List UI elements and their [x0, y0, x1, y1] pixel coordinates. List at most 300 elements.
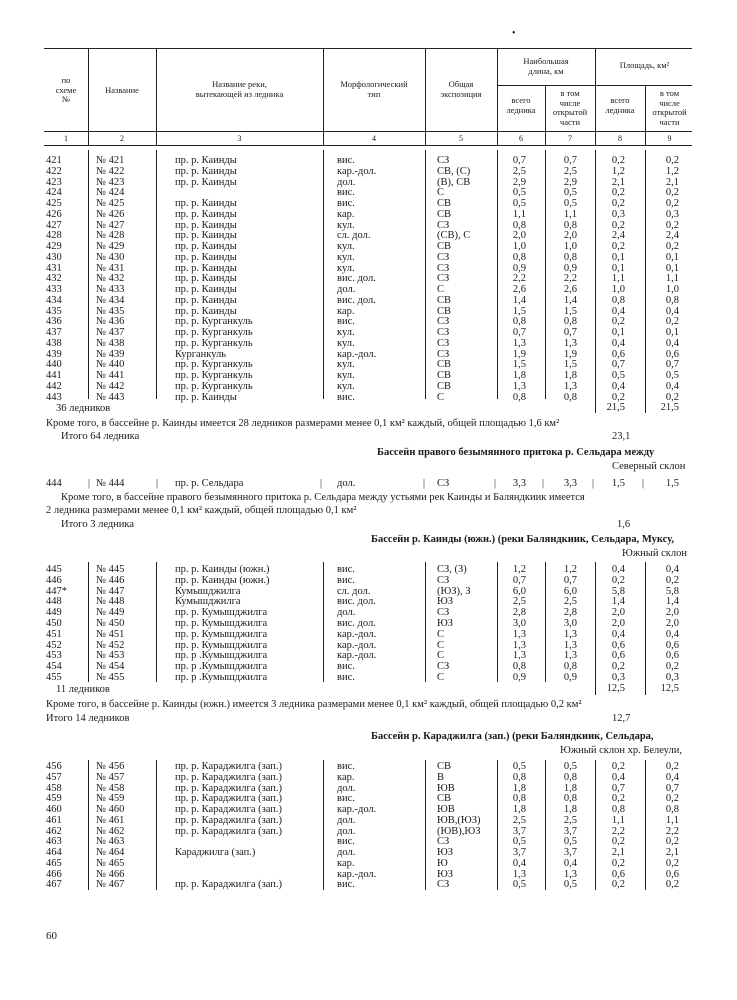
length-total: 2,6 — [512, 284, 526, 295]
area-open: 0,2 — [665, 574, 679, 586]
col-num-5: 5 — [459, 134, 463, 143]
morph-type: кар. — [337, 857, 355, 869]
group2-row-exposure: СЗ — [437, 478, 450, 489]
row-number: 430 — [46, 251, 62, 263]
row-number: 457 — [46, 771, 62, 783]
row-number: 443 — [46, 391, 62, 403]
row-number: 425 — [46, 198, 62, 209]
length-total: 1,5 — [512, 359, 526, 371]
row-number: 436 — [46, 316, 62, 328]
length-open: 0,8 — [563, 793, 577, 805]
header-col7: в том числе открытой части — [552, 88, 588, 127]
group2-row-area-open: 1,5 — [665, 478, 679, 489]
row-number: 456 — [46, 761, 62, 772]
area-open: 2,2 — [665, 825, 679, 837]
header-col5: Общая экспозиция — [440, 79, 482, 99]
area-open: 1,0 — [665, 284, 679, 295]
length-total: 0,9 — [512, 672, 526, 683]
area-open: 0,4 — [665, 305, 679, 317]
length-open: 0,8 — [563, 771, 577, 783]
area-open: 2,0 — [665, 607, 679, 619]
exposure: СЗ, (З) — [437, 564, 467, 575]
length-total: 0,5 — [512, 836, 526, 848]
length-total: 1,3 — [512, 380, 526, 392]
group4-title: Бассейн р. Караджилга (зап.) (реки Баляндкиик, Сельдара, — [371, 731, 654, 742]
glacier-name: № 442 — [96, 380, 125, 392]
length-open: 0,7 — [563, 327, 577, 338]
row-number: 446 — [46, 574, 62, 586]
sep: | — [494, 478, 497, 489]
river-name: пр. р. Караджилга (зап.) — [175, 825, 283, 837]
group3-total-value: 12,7 — [612, 713, 631, 724]
row-number: 422 — [46, 165, 62, 177]
area-open: 0,8 — [665, 804, 679, 815]
area-total: 2,0 — [611, 618, 625, 629]
glacier-name: № 464 — [96, 847, 125, 858]
row-number: 460 — [46, 804, 62, 815]
exposure: ЮЗ — [437, 596, 454, 608]
header-col8: всего ледника — [605, 95, 635, 115]
area-total: 0,6 — [611, 650, 625, 662]
river-name: пр. р. Каинды — [175, 198, 237, 209]
area-total: 1,1 — [611, 814, 625, 826]
length-open: 0,5 — [563, 761, 577, 772]
glacier-name: № 430 — [96, 251, 125, 263]
area-total: 0,2 — [611, 574, 625, 586]
glacier-name: № 436 — [96, 316, 125, 328]
row-number: 461 — [46, 814, 62, 826]
glacier-name: № 434 — [96, 294, 125, 306]
header-col3: Название реки, вытекающей из ледника — [195, 79, 284, 99]
glacier-name: № 453 — [96, 650, 125, 662]
area-total: 0,7 — [611, 359, 625, 371]
length-total: 1,3 — [512, 650, 526, 662]
row-number: 462 — [46, 825, 62, 837]
row-number: 448 — [46, 596, 62, 608]
area-open: 0,2 — [665, 836, 679, 848]
morph-type: кар.-дол. — [337, 348, 377, 360]
exposure: СВ — [437, 380, 452, 392]
area-open: 2,1 — [665, 847, 679, 858]
exposure: ЮВ,(ЮЗ) — [437, 814, 481, 826]
area-open: 0,2 — [665, 219, 679, 231]
row-number: 427 — [46, 219, 62, 231]
length-total: 3,7 — [512, 825, 526, 837]
area-total: 0,4 — [611, 337, 625, 349]
area-open: 0,2 — [665, 198, 679, 209]
area-total: 0,1 — [611, 262, 625, 274]
col-num-3: 3 — [237, 134, 242, 143]
glacier-name: № 429 — [96, 241, 125, 252]
group3-note: Кроме того, в бассейне р. Каинды (южн.) имеется 3 ледника размерами менее 0,1 км² каждый, общей площадью 0,2 км² — [46, 699, 582, 710]
river-name: пр. р. Курганкуль — [175, 380, 253, 392]
area-open: 0,6 — [665, 868, 679, 880]
length-total: 2,5 — [512, 165, 526, 177]
length-open: 1,3 — [563, 628, 577, 640]
area-total: 2,2 — [611, 825, 625, 837]
morph-type: кар.-дол. — [337, 650, 377, 662]
river-name: пр. р .Кумышджилга — [175, 650, 268, 662]
sep: | — [320, 478, 323, 489]
length-total: 0,8 — [512, 661, 526, 673]
group3-slope: Южный склон — [622, 548, 687, 559]
glacier-name: № 465 — [96, 857, 125, 869]
area-total: 0,6 — [611, 868, 625, 880]
area-total: 0,3 — [611, 672, 625, 683]
exposure: (СВ), С — [437, 230, 471, 242]
area-open: 0,2 — [665, 155, 679, 166]
morph-type: вис. — [337, 155, 355, 166]
exposure: СЗ — [437, 155, 450, 166]
length-total: 0,9 — [512, 262, 526, 274]
row-number: 455 — [46, 672, 62, 683]
morph-type: вис. дол. — [337, 618, 376, 629]
row-number: 424 — [46, 187, 62, 199]
river-name: пр. р. Каинды — [175, 165, 237, 177]
row-number: 429 — [46, 241, 62, 252]
length-total: 1,8 — [512, 370, 526, 381]
exposure: (ЮЗ), З — [437, 585, 471, 597]
area-open: 0,6 — [665, 348, 679, 360]
row-number: 453 — [46, 650, 62, 662]
morph-type: кар.-дол. — [337, 868, 377, 880]
area-open: 2,4 — [665, 230, 679, 242]
glacier-name: № 422 — [96, 165, 125, 177]
morph-type: кул. — [337, 262, 355, 274]
area-total: 0,2 — [611, 187, 625, 199]
morph-type: кар.-дол. — [337, 639, 377, 651]
row-number: 464 — [46, 847, 62, 858]
area-open: 0,3 — [665, 208, 679, 220]
exposure: СЗ — [437, 219, 450, 231]
area-total: 0,2 — [611, 316, 625, 328]
area-total: 0,4 — [611, 305, 625, 317]
length-total: 0,8 — [512, 251, 526, 263]
exposure: СЗ — [437, 574, 450, 586]
row-number: 458 — [46, 782, 62, 794]
exposure: ЮЗ — [437, 868, 454, 880]
row-number: 440 — [46, 359, 62, 371]
header-col6: всего ледника — [506, 95, 536, 115]
row-number: 451 — [46, 628, 62, 640]
area-total: 0,2 — [611, 761, 625, 772]
area-total: 0,2 — [611, 198, 625, 209]
header-col1: по схеме № — [55, 75, 77, 104]
glacier-name: № 459 — [96, 793, 125, 805]
river-name: пр. р. Каинды — [175, 219, 237, 231]
header-col9: в том числе открытой части — [652, 88, 687, 127]
morph-type: кул. — [337, 251, 355, 263]
area-open: 0,2 — [665, 879, 679, 891]
river-name: пр. р. Каинды — [175, 176, 237, 188]
row-number: 437 — [46, 327, 62, 338]
length-total: 0,5 — [512, 879, 526, 891]
glacier-name: № 438 — [96, 337, 125, 349]
area-open: 0,6 — [665, 639, 679, 651]
length-total: 3,0 — [512, 618, 526, 629]
morph-type: вис. — [337, 564, 355, 575]
exposure: СЗ — [437, 251, 450, 263]
morph-type: дол. — [337, 782, 356, 794]
glacier-name: № 428 — [96, 230, 125, 242]
area-total: 0,8 — [611, 804, 625, 815]
length-open: 2,5 — [563, 814, 577, 826]
area-open: 1,1 — [665, 814, 679, 826]
length-total: 1,2 — [512, 564, 526, 575]
river-name: пр. р. Каинды — [175, 208, 237, 220]
river-name: пр. р. Кумышджилга — [175, 628, 268, 640]
exposure: СВ — [437, 359, 452, 371]
area-open: 0,2 — [665, 241, 679, 252]
morph-type: кар. — [337, 771, 355, 783]
area-total: 1,4 — [611, 596, 625, 608]
length-open: 3,0 — [563, 618, 577, 629]
area-open: 2,1 — [665, 176, 679, 188]
area-open: 0,4 — [665, 337, 679, 349]
length-open: 0,5 — [563, 879, 577, 891]
area-open: 0,4 — [665, 380, 679, 392]
length-total: 1,3 — [512, 337, 526, 349]
river-name: пр. р. Караджилга (зап.) — [175, 804, 283, 815]
area-open: 0,2 — [665, 187, 679, 199]
length-open: 1,4 — [563, 294, 577, 306]
length-open: 3,7 — [563, 825, 577, 837]
area-open: 0,2 — [665, 661, 679, 673]
area-total: 0,2 — [611, 241, 625, 252]
morph-type: дол. — [337, 814, 356, 826]
header-col4: Морфологический тип — [340, 79, 408, 99]
glacier-name: № 426 — [96, 208, 125, 220]
morph-type: вис. — [337, 661, 355, 673]
length-open: 2,5 — [563, 165, 577, 177]
exposure: СЗ — [437, 337, 450, 349]
area-open: 0,3 — [665, 672, 679, 683]
morph-type: вис. — [337, 187, 355, 199]
top-dot: • — [512, 28, 516, 39]
group1-sum-open: 21,5 — [660, 402, 679, 413]
river-name: пр. р. Каинды — [175, 155, 237, 166]
morph-type: кул. — [337, 219, 355, 231]
area-total: 0,3 — [611, 208, 625, 220]
exposure: С — [437, 639, 445, 651]
length-open: 0,7 — [563, 574, 577, 586]
row-number: 421 — [46, 155, 62, 166]
row-number: 465 — [46, 857, 62, 869]
row-number: 449 — [46, 607, 62, 619]
area-open: 1,4 — [665, 596, 679, 608]
morph-type: вис. — [337, 836, 355, 848]
sep: | — [642, 478, 645, 489]
exposure: СЗ — [437, 273, 450, 285]
area-total: 0,4 — [611, 771, 625, 783]
exposure: (В), СВ — [437, 176, 471, 188]
length-total: 0,7 — [512, 155, 526, 166]
length-open: 2,5 — [563, 596, 577, 608]
area-total: 0,7 — [611, 782, 625, 794]
glacier-name: № 467 — [96, 879, 125, 891]
row-number: 438 — [46, 337, 62, 349]
exposure: ЮЗ — [437, 618, 454, 629]
morph-type: кул. — [337, 380, 355, 392]
exposure: СЗ — [437, 348, 450, 360]
exposure: СВ — [437, 294, 452, 306]
exposure: СЗ — [437, 607, 450, 619]
row-number: 431 — [46, 262, 62, 274]
length-total: 0,8 — [512, 219, 526, 231]
area-total: 0,2 — [611, 155, 625, 166]
group1-sum-total: 21,5 — [606, 402, 625, 413]
length-open: 2,0 — [563, 230, 577, 242]
row-number: 442 — [46, 380, 62, 392]
glacier-name: № 451 — [96, 628, 125, 640]
exposure: С — [437, 284, 445, 295]
header-col2: Название — [105, 85, 139, 95]
row-number: 459 — [46, 793, 62, 805]
header-length: Наибольшая длина, км — [523, 56, 569, 76]
area-total: 0,4 — [611, 380, 625, 392]
morph-type: вис. дол. — [337, 294, 376, 306]
river-name: пр. р. Караджилга (зап.) — [175, 761, 283, 772]
length-open: 0,7 — [563, 155, 577, 166]
length-total: 1,4 — [512, 294, 526, 306]
length-total: 0,8 — [512, 771, 526, 783]
length-open: 2,8 — [563, 607, 577, 619]
glacier-name: № 460 — [96, 804, 125, 815]
exposure: СВ — [437, 208, 452, 220]
row-number: 433 — [46, 284, 62, 295]
group2-title: Бассейн правого безымянного притока р. Сельдара между — [377, 447, 655, 458]
area-total: 0,2 — [611, 391, 625, 403]
river-name: пр. р. Курганкуль — [175, 359, 253, 371]
length-open: 1,1 — [563, 208, 577, 220]
length-open: 1,3 — [563, 337, 577, 349]
sep: | — [592, 478, 595, 489]
river-name: пр. р. Каинды (южн.) — [175, 574, 270, 586]
row-number: 432 — [46, 273, 62, 285]
group3-title: Бассейн р. Каинды (южн.) (реки Баляндкиик, Сельдара, Муксу, — [371, 534, 675, 545]
river-name: пр. р. Каинды — [175, 251, 237, 263]
river-name: пр. р. Каинды — [175, 230, 237, 242]
exposure: СЗ — [437, 836, 450, 848]
row-number: 439 — [46, 348, 62, 360]
glacier-name: № 462 — [96, 825, 125, 837]
river-name: пр. р. Каинды — [175, 262, 237, 274]
length-total: 1,8 — [512, 782, 526, 794]
river-name: пр. р. Каинды (южн.) — [175, 564, 270, 575]
length-total: 1,8 — [512, 804, 526, 815]
glacier-name: № 448 — [96, 596, 125, 608]
glacier-name: № 423 — [96, 176, 125, 188]
row-number: 435 — [46, 305, 62, 317]
col-num-8: 8 — [618, 134, 622, 143]
length-total: 0,8 — [512, 316, 526, 328]
length-total: 1,3 — [512, 868, 526, 880]
length-total: 1,5 — [512, 305, 526, 317]
row-number: 426 — [46, 208, 62, 220]
river-name: пр. р. Кумышджилга — [175, 607, 268, 619]
exposure: СЗ — [437, 262, 450, 274]
group2-row-type: дол. — [337, 478, 356, 489]
river-name: пр. р. Кумышджилга — [175, 618, 268, 629]
length-total: 0,5 — [512, 761, 526, 772]
group4-slope: Южный склон хр. Белеули, — [560, 745, 682, 756]
area-open: 0,1 — [665, 327, 679, 338]
length-total: 2,5 — [512, 814, 526, 826]
exposure: С — [437, 672, 445, 683]
glacier-name: № 433 — [96, 284, 125, 295]
area-total: 0,4 — [611, 564, 625, 575]
exposure: СЗ — [437, 661, 450, 673]
exposure: В — [437, 771, 445, 783]
row-number: 434 — [46, 294, 62, 306]
area-total: 1,1 — [611, 273, 625, 285]
area-total: 0,6 — [611, 639, 625, 651]
row-number: 428 — [46, 230, 62, 242]
col-num-2: 2 — [120, 134, 124, 143]
group1-total-value: 23,1 — [612, 431, 631, 442]
area-total: 0,2 — [611, 879, 625, 891]
area-open: 0,4 — [665, 628, 679, 640]
group2-note-line1: Кроме того, в бассейне правого безымянного притока р. Сельдара между устьями рек Каинды и Баляндкиик имеется — [61, 492, 585, 503]
row-number: 445 — [46, 564, 62, 575]
length-total: 2,5 — [512, 596, 526, 608]
col-num-6: 6 — [519, 134, 523, 143]
row-number: 463 — [46, 836, 62, 848]
glacier-name: № 452 — [96, 639, 125, 651]
exposure: СВ — [437, 370, 452, 381]
exposure: (ЮВ),ЮЗ — [437, 825, 481, 837]
glacier-name: № 424 — [96, 187, 125, 199]
group2-row-len: 3,3 — [512, 478, 526, 489]
area-total: 0,1 — [611, 327, 625, 338]
length-total: 0,8 — [512, 391, 526, 403]
morph-type: сл. дол. — [337, 585, 371, 597]
river-name: пр. р. Каинды — [175, 294, 237, 306]
length-open: 0,8 — [563, 251, 577, 263]
sep: | — [542, 478, 545, 489]
length-total: 0,4 — [512, 857, 526, 869]
header-area: Площадь, км² — [619, 60, 670, 70]
exposure: СВ — [437, 241, 452, 252]
morph-type: дол. — [337, 176, 356, 188]
morph-type: вис. — [337, 316, 355, 328]
river-name: пр. р. Кумышджилга — [175, 639, 268, 651]
row-number: 452 — [46, 639, 62, 651]
glacier-name: № 454 — [96, 661, 125, 673]
group2-row-len-open: 3,3 — [563, 478, 577, 489]
group2-row-area: 1,5 — [611, 478, 625, 489]
river-name: пр. р. Караджилга (зап.) — [175, 814, 283, 826]
exposure: ЮВ — [437, 804, 455, 815]
area-total: 0,6 — [611, 348, 625, 360]
exposure: С — [437, 391, 445, 403]
length-open: 0,8 — [563, 661, 577, 673]
area-total: 2,4 — [611, 230, 625, 242]
area-total: 2,1 — [611, 847, 625, 858]
length-total: 2,0 — [512, 230, 526, 242]
row-number: 441 — [46, 370, 62, 381]
morph-type: вис. — [337, 879, 355, 891]
row-number: 447* — [46, 585, 67, 597]
river-name: пр. р. Караджилга (зап.) — [175, 771, 283, 783]
morph-type: кул. — [337, 359, 355, 371]
morph-type: вис. — [337, 391, 355, 403]
length-open: 1,8 — [563, 782, 577, 794]
length-total: 1,3 — [512, 639, 526, 651]
row-number: 454 — [46, 661, 62, 673]
length-total: 1,0 — [512, 241, 526, 252]
river-name: Кумышджилга — [175, 585, 241, 597]
